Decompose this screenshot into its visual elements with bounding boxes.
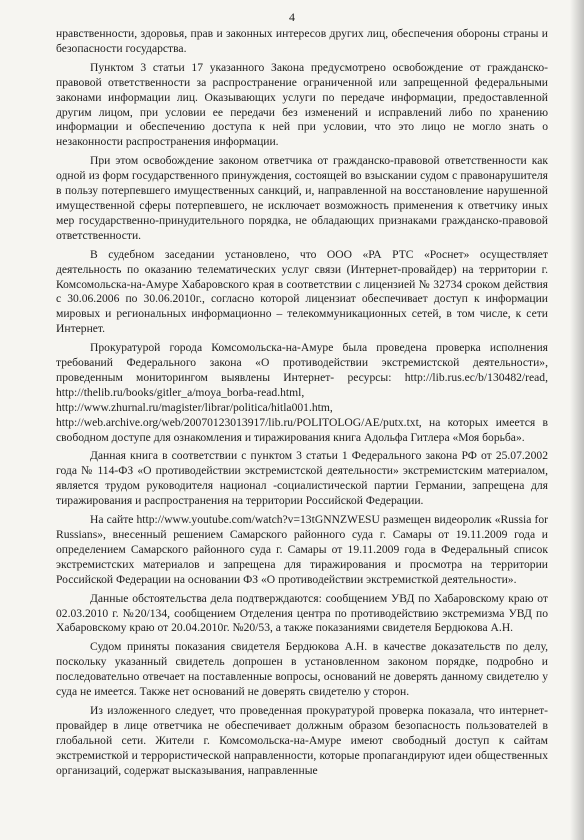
page-number: 4 [289,10,295,24]
paragraph-evidence: Данные обстоятельства дела подтверждаются: сообщением УВД по Хабаровскому краю от 02.03.2010 г. №20/134, сообщением Отделения центра по противодействию экстремизма УВД по Хабаровскому краю от 20.04.2010г. №20/53, а также показаниями свидетеля Бердюкова А.Н. [56,591,548,635]
page-edge-shadow [570,0,584,840]
document-body [56,27,548,783]
paragraph-witness: Судом приняты показания свидетеля Бердюкова А.Н. в качестве доказательств по делу, поскольку указанный свидетель допрошен в установленном законом порядке, подробно и последовательно отвечает на поставленные вопросы, оснований не доверять данному свидетелю у суда не имеется. Также нет оснований не доверять свидетелю у сторон. [56,640,548,699]
paragraph-youtube-video: На сайте http://www.youtube.com/watch?v=13tGNNZWESU размещен видеоролик «Russia for Russians», внесенный решением Самарского районного суда г. Самары от 19.11.2009 года и определением Самарского районного суда г. Самары от 19.11.2009 года в Федеральный список экстремистских материалов и запрещена для тиражирования и просмотра на территории Российской Федерации на основании ФЗ «О противодействии экстремисткой деятельности». [56,513,548,586]
paragraph-court-findings: В судебном заседании установлено, что ООО «РА РТС «Роснет» осуществляет деятельность по оказанию телематических услуг связи (Интернет-провайдер) на территории г. Комсомольска-на-Амуре Хабаровского края в соответствии с лицензией № 32734 сроком действия с 30.06.2006 по 30.06.2010г., согласно которой лицензиат обеспечивает доступ к информации мировых и региональных информационно – телекоммуникационных сетей, в том числе, к сети Интернет. [56,247,548,336]
paragraph-conclusion: Из изложенного следует, что проведенная прокуратурой проверка показала, что интернет-провайдер в лице ответчика не обеспечивает должным образом безопасность пользователей в глобальной сети. Жители г. Комсомольска-на-Амуре имеют свободный доступ к сайтам экстремисткой и террористической направленности, которые пропагандируют идеи общественных организаций, содержат высказывания, направленные [56,703,548,777]
paragraph-liability-exemption: При этом освобождение законом ответчика от гражданско-правовой ответственности как одной из форм государственного принуждения, состоящей во взыскании судом с правонарушителя в пользу потерпевшего имущественных санкций, и, направленной на восстановление нарушенной имущественной сферы потерпевшего, не исключает возможность применения к ответчику иных мер государственно-принудительного порядка, не обладающих признаками гражданско-правовой ответственности. [56,154,548,242]
paragraph-article-17: Пунктом 3 статьи 17 указанного Закона предусмотрено освобождение от гражданско-правовой ответственности за распространение ограниченной или запрещенной федеральными законами информации лиц. Оказывающих услуги по передаче информации, предоставленной другим лицом, при условии ее передачи без изменений и исправлений либо по хранению информации и обеспечению доступа к ней при условии, что это лицо не могло знать о незаконности распространения информации. [56,60,548,149]
paragraph-book-status: Данная книга в соответствии с пунктом 3 статьи 1 Федерального закона РФ от 25.07.2002 года № 114-ФЗ «О противодействии экстремистской деятельности» экстремистским материалом, является трудом руководителя национал -социалистической партии Германии, запрещена для тиражирования и распространения на территории Российской Федерации. [56,449,548,508]
paragraph-prosecutor-check: Прокуратурой города Комсомольска-на-Амуре была проведена проверка исполнения требований Федерального закона «О противодействии экстремистской деятельности», проведенным мониторингом выявлены Интернет- ресурсы: http://lib.rus.ec/b/130482/read, http://thelib.ru/books/gitler_a/moya_borba-read.html, http://www.zhurnal.ru/magister/librar/politica/hitla001.htm, http://web.archive.org/web/20070123013917/lib.ru/POLITOLOG/AE/putx.txt, на которых имеется в свободном доступе для ознакомления и тиражирования книга Адольфа Гитлера «Моя борьба». [56,341,548,444]
paragraph-continuation: нравственности, здоровья, прав и законных интересов других лиц, обеспечения обороны страны и безопасности государства. [56,27,548,55]
